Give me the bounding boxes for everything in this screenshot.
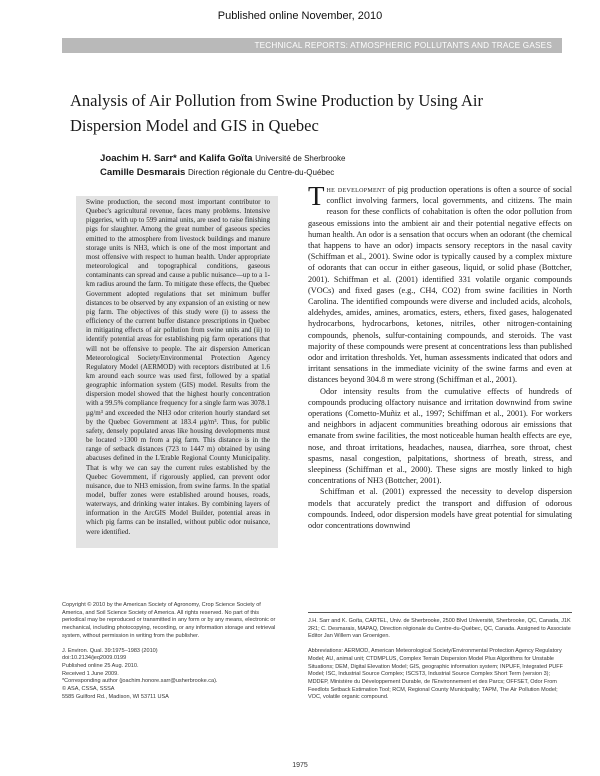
body-paragraph-1-text: of pig production operations is often a source of social conflict involving farmers, local governments, and citizens. The main reason for these conflicts of cohabitation is often the odor pollution from gaseous emissions into the ambient air and their potential negative effects on human health. An odor is a sensation that occurs when an odorant (the chemical that happens to have an odor) impacts sensory receptors in the nasal cavity (Schiffman et al., 2001). Swine odor is typically caused by a complex mixture of odorants that can occur in either gaseous, liquid, or solid phase (Bottcher, 2001). Schiffman et al. (2001) identified 331 volatile organic compounds (VOCs) and fixed gases (e.g., CH4, CO2) from swine facilities in North Carolina. The identified compounds were diverse and included acids, alcohols, aldehydes, amides, amines, aromatics, esters, ethers, fixed gases, halogenated hydrocarbons, hydrocarbons, ketones, nitriles, other nitrogen-containing compounds, phenols, sulfur-containing compounds, and steroids. The vast majority of these compounds were present at concentrations less than published odor and irritation thresholds. Yet, human assessments indicated that odors and irritant sensations in the immediate vicinity of the swine farms and even at distances beyond 304.8 m were strong (Schiffman et al., 2001). xyxy=(308,185,572,385)
copyright-notice xyxy=(62,602,280,701)
abstract-text: Swine production, the second most important contributor to Quebec's agricultural revenue, faces many problems. Intensive piggeries, with up to 599 animal units, are used to raise finishing pigs for slaughter. Among the great number of gaseous species emitted to the atmosphere from livestock buildings and manure storage units is NH3, which is one of the most important and most offensive with respect to human health. Under appropriate meteorological and topographical conditions, gaseous contaminants can spread and cause a public nuisance—up to a 1-km radius around the farm. To mitigate these effects, the Quebec Government adopted regulations that set minimum buffer distances to be observed by any expansion of an existing or new pig farm. The objectives of this study were (i) to assess the efficiency of the current buffer distance prescriptions in Quebec in mitigating effects of air pollution from swine units and (ii) to identify potential areas for establishing pig farm operations that will not be offensive to people. The air dispersion American Meteorological Society/Environmental Protection Agency Regulatory Model (AERMOD) with receptors distributed at 1.6 km around each source was used first, followed by a spatial geographic information system (GIS) model. Results from the dispersion model showed that the highest hourly concentration with a 99.5% compliance frequency for a single farm was 3078.1 μg/m³ and exceeded the NH3 odor criterion hourly standard set by the Quebec Government at 183.4 μg/m³. Thus, for public safety, densely populated areas like housing developments must be located >1300 m from a pig farm. This distance is in the range of setback distances (723 to 1447 m) obtained by using abacuses defined in the L'Erable Regional County Municipality. That is why we can say the current rules established by the Quebec Government, if rigorously applied, can prevent odor nuisance, due to NH3 emission, from swine farms. In the spatial model, buffer zones were established around houses, roads, waterways, and drinking water intakes. By combining layers of information in the ArcGIS Model Builder, potential areas in which pig farms can be installed, without public odor nuisance, were identified. xyxy=(86,198,270,536)
body-paragraph-2: Odor intensity results from the cumulative effects of hundreds of compounds producing olfactory nuisance and irritation downwind from swine operations (Cometto-Muñiz et al., 1997; Schiffman et al., 2001). For workers and neighbors in adjacent communities breathing odorous air emissions that emanate from swine facilities, the most noticeable human health effects are eye, nose, and throat irritations, headaches, nausea, diarrhea, sore throat, chest spasms, nasal congestion, palpitations, shortness of breath, stress, and sleepiness (Schiffman et al., 2000). These signs are mostly linked to high concentrations of NH3 (Bottcher, 2001). xyxy=(308,386,572,486)
divider-rule xyxy=(308,612,572,613)
author-line-1 xyxy=(100,152,460,166)
body-paragraph-3: Schiffman et al. (2001) expressed the necessity to develop dispersion models that accurately predict the transport and diffusion of odorous compounds. Indeed, odor dispersion models have great potential for simulating odor concentrations downwind xyxy=(308,487,572,531)
author-addresses: J.H. Sarr and K. Goïta, CARTEL, Univ. de Sherbrooke, 2500 Blvd Université, Sherbrooke, QC, Canada, J1K 2R1; C. Desmarais, MAPAQ, Direction régionale du Centre-du-Québec, QC, Canada. Assigned to Associate Editor Jan Willem van Groenigen. xyxy=(308,618,571,640)
society-address: 5585 Guilford Rd., Madison, WI 53711 USA xyxy=(62,693,169,700)
journal-citation: J. Environ. Qual. 39:1975–1983 (2010) xyxy=(62,647,158,654)
copyright-text: Copyright © 2010 by the American Society of Agronomy, Crop Science Society of America, and Soil Science Society of America. All rights reserved. No part of this periodical may be reproduced or transmitted in any form or by any means, electronic or mechanical, including photocopying, recording, or any information storage and retrieval system, without permission in writing from the publisher. xyxy=(62,602,276,639)
page-number: 1975 xyxy=(292,762,308,769)
received-date: Received 1 June 2009. xyxy=(62,670,119,677)
author-names-1: Joachim H. Sarr* and Kalifa Goïta xyxy=(100,153,253,164)
published-date: Published online 25 Aug. 2010. xyxy=(62,662,139,669)
correspondence-block xyxy=(308,618,572,709)
author-names-2: Camille Desmarais xyxy=(100,167,186,178)
drop-cap: T xyxy=(308,184,325,211)
abbreviations: Abbreviations: AERMOD, American Meteorological Society/Environmental Protection Agency Regulatory Model; AU, animal unit; CTDMPLUS, Complex Terrain Dispersion Model Plus Algorithms for Unstable Situations; DEM, Digital Elevation Model; GIS, geographic information system; INPUFF, Integrated PUFF Model; ISC, Industrial Source Complex; ISCST3, Industrial Source Complex Short Term (version 3); MDDEP, Ministère du Développement Durable, de l'Environnement et des Parcs; OFFSET, Odor From Feedlots Setback Estimation Tool; RCM, Regional County Municipality; TAPM, The Air Pollution Model; VOC, volatile organic compound. xyxy=(308,648,563,701)
body-paragraph-1 xyxy=(308,184,572,386)
section-banner: TECHNICAL REPORTS: ATMOSPHERIC POLLUTANTS AND TRACE GASES xyxy=(62,38,562,53)
published-online-note: Published online November, 2010 xyxy=(217,10,383,22)
affiliation-2: Direction régionale du Centre-du-Québec xyxy=(188,168,335,177)
lead-in-smallcaps: he development xyxy=(326,185,386,194)
body-column xyxy=(308,184,572,600)
abstract-box xyxy=(76,196,278,548)
author-block xyxy=(100,152,460,180)
author-line-2 xyxy=(100,166,460,180)
article-title: Analysis of Air Pollution from Swine Production by Using Air Dispersion Model and GIS in Quebec xyxy=(70,91,483,135)
affiliation-1: Université de Sherbrooke xyxy=(255,154,346,163)
society-line: © ASA, CSSA, SSSA xyxy=(62,686,115,693)
doi: doi:10.2134/jeq2009.0199 xyxy=(62,655,127,662)
corresponding-author: *Corresponding author (joachim.honore.sarr@usherbrooke.ca). xyxy=(62,678,218,685)
